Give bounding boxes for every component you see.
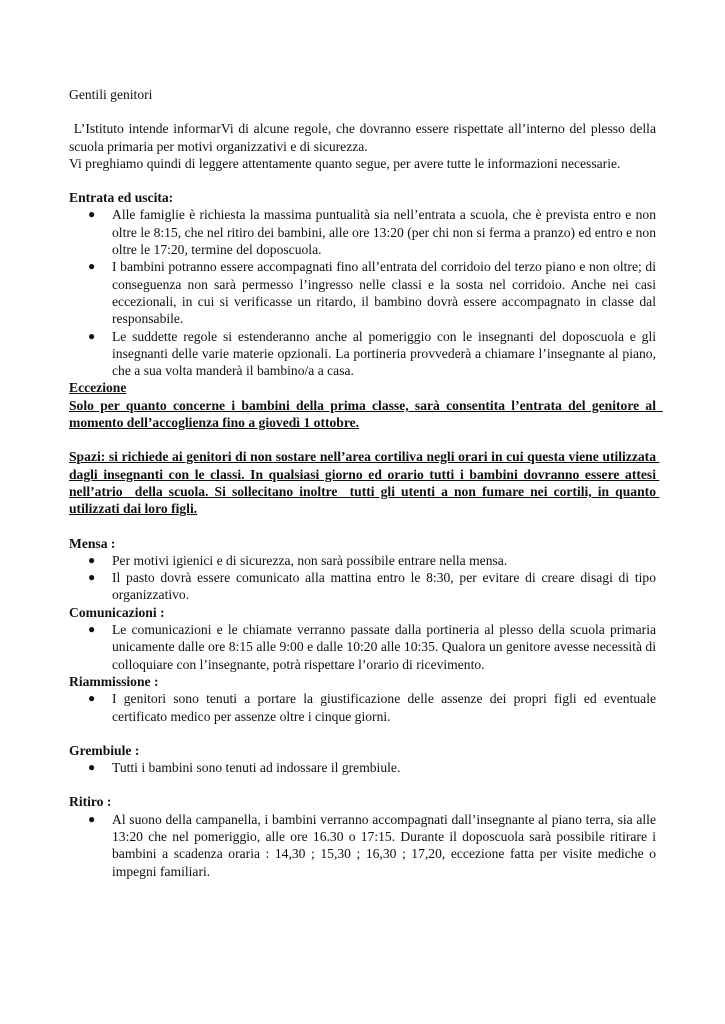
bullet-icon: ●: [88, 760, 96, 775]
entrata-heading: Entrata ed uscita:: [69, 190, 174, 206]
list-item: ● Per motivi igienici e di sicurezza, non sarà possibile entrare nella mensa.: [88, 552, 508, 568]
bullet-icon: ●: [88, 811, 96, 826]
grembiule-list: [69, 759, 656, 776]
list-item: ● Le comunicazioni e le chiamate verranno passate dalla portineria al plesso della scuola primaria unicamente dalle ore 8:15 alle 9:00 e dalle 10:20 alle 10:35. Qualora un genitore avesse necessità di colloquiare con l’insegnante, potrà rispettare l’orario di ricevimento.: [88, 622, 656, 672]
eccezione-text: Solo per quanto concerne i bambini della prima classe, sarà consentita l’entrata del genitore al momento dell’accoglienza fino a giovedì 1 ottobre.: [69, 397, 663, 431]
spazi-text: Spazi: si richiede ai genitori di non sostare nell’area cortiliva negli orari in cui questa viene utilizzata dagli insegnanti con le classi. In qualsiasi giorno ed orario tutti i bambini dovranno essere attesi nell’atrio della scuola. Si sollecitano inoltre tutti gli utenti a non fumare nei cortili, in quanto utilizzati dai loro figli.: [69, 449, 660, 517]
list-item: ● Le suddette regole si estenderanno anche al pomeriggio con le insegnanti del doposcuola e gli insegnanti delle varie materie opzionali. La portineria provvederà a chiamare l’insegnante al piano, che a sua volta manderà il bambino/a a casa.: [88, 328, 656, 379]
list-item: ● I bambini potranno essere accompagnati fino all’entrata del corridoio del terzo piano e non oltre; di conseguenza non sarà permesso l’ingresso nelle classi e la sosta nel corridoio. Anche nei casi eccezionali, in cui si verificasse un ritardo, il bambino dovrà essere accompagnato in classe dal responsabile.: [88, 259, 656, 327]
intro-paragraph-2: Vi preghiamo quindi di leggere attentamente quanto segue, per avere tutte le informazioni necessarie.: [69, 155, 621, 171]
bullet-icon: ●: [88, 570, 96, 585]
intro-paragraph-1: L’Istituto intende informarVi di alcune regole, che dovranno essere rispettate all’interno del plesso della scuola primaria per motivi organizzativi e di sicurezza.: [69, 121, 660, 154]
entrata-list: [69, 206, 656, 379]
list-item: ● I genitori sono tenuti a portare la giustificazione delle assenze dei propri figli ed eventuale certificato medico per assenze oltre i cinque giorni.: [88, 691, 656, 724]
eccezione-heading: Eccezione: [69, 380, 127, 396]
riammissione-list: [69, 690, 656, 725]
ritiro-list: [69, 811, 656, 880]
document-page: [69, 86, 663, 880]
comunicazioni-heading: Comunicazioni :: [69, 604, 165, 620]
list-item: ● Al suono della campanella, i bambini verranno accompagnati dall’insegnante al piano terra, sia alle 13:20 che nel pomeriggio, alle ore 16.30 o 17:15. Durante il doposcuola sarà possibile ritirare i bambini a scadenza oraria : 14,30 ; 15,30 ; 16,30 ; 17,20, eccezione fatta per visite mediche o impegni familiari.: [88, 811, 656, 879]
greeting: Gentili genitori: [69, 87, 153, 102]
bullet-icon: ●: [88, 691, 96, 706]
ritiro-heading: Ritiro :: [69, 794, 112, 810]
bullet-icon: ●: [88, 328, 96, 343]
list-item: ● Tutti i bambini sono tenuti ad indossare il grembiule.: [88, 760, 401, 776]
mensa-list: [69, 552, 656, 604]
grembiule-heading: Grembiule :: [69, 742, 140, 758]
bullet-icon: ●: [88, 622, 96, 637]
riammissione-heading: Riammissione :: [69, 673, 159, 689]
list-item: ● Alle famiglie è richiesta la massima puntualità sia nell’entrata a scuola, che è prevista entro e non oltre le 8:15, che nel ritiro dei bambini, alle ore 13:20 (per chi non si ferma a pranzo) ed entro e non oltre le 17:20, termine del doposcuola.: [88, 207, 656, 258]
comunicazioni-list: [69, 621, 656, 673]
bullet-icon: ●: [88, 207, 96, 222]
bullet-icon: ●: [88, 259, 96, 274]
bullet-icon: ●: [88, 552, 96, 567]
mensa-heading: Mensa :: [69, 535, 116, 551]
list-item: ● Il pasto dovrà essere comunicato alla mattina entro le 8:30, per evitare di creare disagi di tipo organizzativo.: [88, 570, 656, 603]
